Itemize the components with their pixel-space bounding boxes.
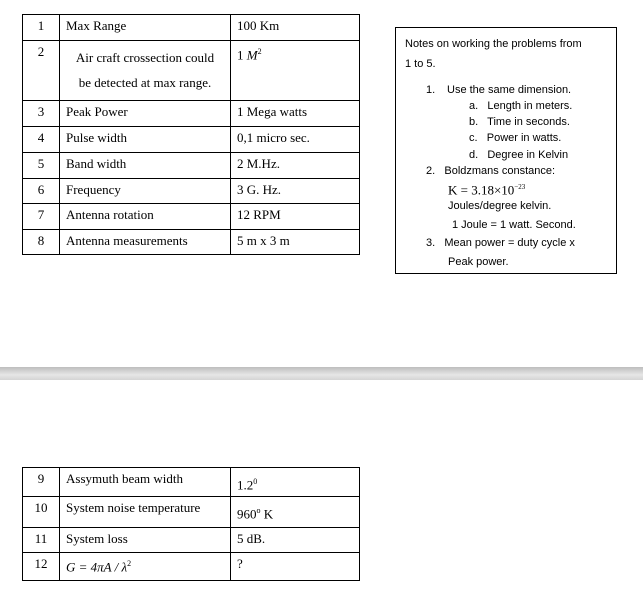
table-row [23,497,360,528]
param-value: 1 Mega watts [231,101,360,127]
list-text: Use the same dimension. [447,84,572,96]
param-label: Band width [60,153,231,179]
list-letter: b. [469,116,479,128]
formula-text: K = 3.18×10 [448,182,515,198]
param-label: Antenna rotation [60,204,231,230]
row-number: 9 [23,468,60,497]
param-value [231,41,360,101]
table-row [23,41,360,101]
param-label: Frequency [60,179,231,204]
table-row [23,153,360,179]
param-label: Peak Power [60,101,231,127]
value-unit: K [260,506,274,522]
notes-box [395,27,617,274]
value-exponent: 2 [257,47,262,56]
list-text: Time in seconds. [487,116,570,128]
list-number: 2. [426,165,436,177]
table-row [23,468,360,497]
param-label [60,41,231,101]
note-sub-c [469,130,561,146]
list-text: Length in meters. [487,100,573,112]
row-number: 11 [23,528,60,553]
param-value: 100 Km [231,15,360,41]
row-number: 5 [23,153,60,179]
row-number: 7 [23,204,60,230]
units-text: Joules/degree kelvin. [448,200,552,212]
row-number: 3 [23,101,60,127]
page-separator [0,367,643,380]
row-number: 6 [23,179,60,204]
row-number: 10 [23,497,60,528]
param-value: 3 G. Hz. [231,179,360,204]
table-row [23,528,360,553]
list-letter: c. [469,132,478,144]
radar-parameters-table-2 [22,467,360,581]
row-number: 8 [23,230,60,255]
list-text: Boldzmans constance: [444,165,556,177]
note-item-3 [426,235,575,251]
row-number: 1 [23,15,60,41]
param-value: 12 RPM [231,204,360,230]
value-exponent: o [256,506,261,516]
list-text: Power in watts. [486,132,562,144]
table-row [23,553,360,581]
boltzmann-formula [448,179,525,198]
formula-exponent: −23 [514,183,526,191]
note-sub-b [469,114,570,130]
param-value: ? [231,553,360,581]
table-row [23,101,360,127]
param-value: 5 dB. [231,528,360,553]
notes-heading: Notes on working the problems from [405,38,582,50]
value-number: 960 [237,506,257,522]
note-item-2 [426,163,555,179]
value-unit: M [246,47,258,63]
table-row [23,15,360,41]
value-number: 1.2 [237,477,254,493]
value-number: 1 [237,47,244,63]
list-letter: a. [469,100,479,112]
list-number: 3. [426,237,436,249]
param-value [231,468,360,497]
param-label: Assymuth beam width [60,468,231,497]
label-line-2: be detected at max range. [78,75,212,90]
row-number: 4 [23,127,60,153]
gain-formula: G = 4πA / λ [66,559,128,575]
value-exponent: 0 [253,477,258,486]
list-number: 1. [426,84,436,96]
param-value [231,497,360,528]
joule-text: 1 Joule = 1 watt. Second. [452,219,576,231]
notes-heading-2: 1 to 5. [405,58,436,70]
row-number: 12 [23,553,60,581]
param-label: Pulse width [60,127,231,153]
note-sub-a [469,98,572,114]
param-value: 0,1 micro sec. [231,127,360,153]
note-item-1 [426,82,572,98]
radar-parameters-table [22,14,360,255]
list-text: Degree in Kelvin [487,149,569,161]
row-number: 2 [23,41,60,101]
param-value: 5 m x 3 m [231,230,360,255]
list-text-continued: Peak power. [448,256,509,268]
table-row [23,179,360,204]
param-label: System noise temperature [60,497,231,528]
param-label: Antenna measurements [60,230,231,255]
list-text: Mean power = duty cycle x [444,237,575,249]
table-row [23,204,360,230]
param-value: 2 M.Hz. [231,153,360,179]
label-line-1: Air craft crossection could [75,50,215,65]
list-letter: d. [469,149,479,161]
table-row [23,230,360,255]
param-label [60,553,231,581]
param-label: System loss [60,528,231,553]
note-sub-d [469,147,568,163]
formula-exponent: 2 [127,559,132,569]
param-label: Max Range [60,15,231,41]
table-row [23,127,360,153]
